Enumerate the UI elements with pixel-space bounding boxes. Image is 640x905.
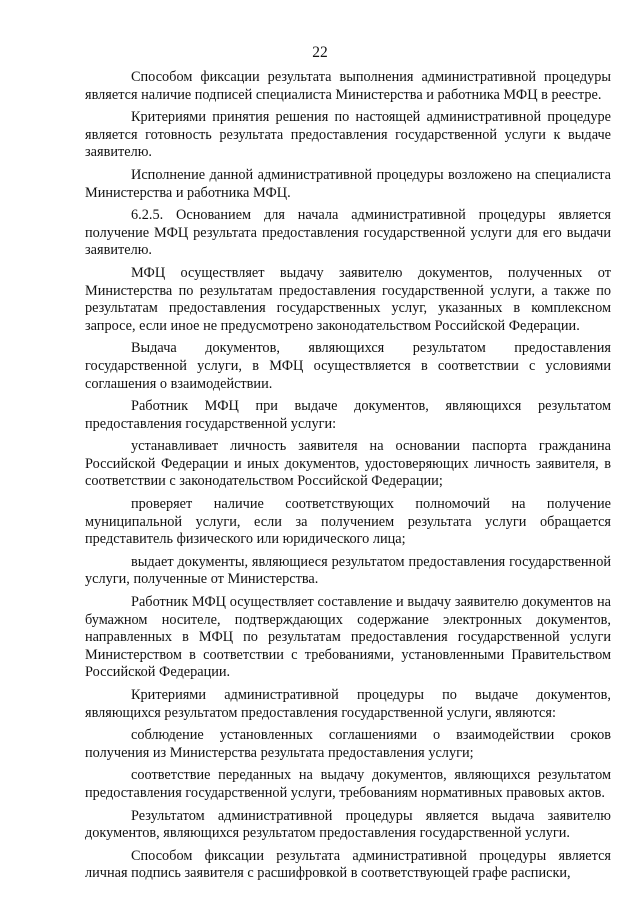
paragraph: соблюдение установленных соглашениями о взаимодействии сроков получения из Министерства результата предоставления услуги; (85, 727, 611, 761)
paragraph: выдает документы, являющиеся результатом предоставления государственной услуги, полученные от Министерства. (85, 553, 611, 588)
page-number: 22 (312, 44, 328, 61)
paragraph: проверяет наличие соответствующих полномочий на получение муниципальной услуги, если за получением результата услуги обращается представитель физического или юридического лица; (85, 496, 611, 548)
paragraph: МФЦ осуществляет выдачу заявителю документов, полученных от Министерства по результатам предоставления государственной услуги, а также по результатам предоставления государственных услуг, указанных в комплексном запросе, если иное не предусмотрено законодательством Российской Федерации. (85, 264, 611, 334)
paragraph: Критериями принятия решения по настоящей административной процедуре является готовность результата предоставления государственной услуги к выдаче заявителю. (85, 109, 611, 161)
paragraph: устанавливает личность заявителя на основании паспорта гражданина Российской Федерации и иных документов, удостоверяющих личность заявителя, в соответствии с законодательством Российской Федерации; (85, 438, 611, 490)
paragraph: Способом фиксации результата административной процедуры является личная подпись заявителя с расшифровкой в соответствующей графе расписки, (85, 847, 611, 882)
paragraph: Выдача документов, являющихся результатом предоставления государственной услуги, в МФЦ осуществляется в соответствии с условиями соглашения о взаимодействии. (85, 340, 611, 392)
paragraph: соответствие переданных на выдачу документов, являющихся результатом предоставления государственной услуги, требованиям нормативных правовых актов. (85, 767, 611, 801)
paragraph: Работник МФЦ при выдаче документов, являющихся результатом предоставления государственной услуги: (85, 398, 611, 432)
paragraph: Критериями административной процедуры по выдаче документов, являющихся результатом предоставления государственной услуги, являются: (85, 687, 611, 721)
document-body (85, 69, 611, 888)
paragraph: 6.2.5. Основанием для начала административной процедуры является получение МФЦ результата предоставления государственной услуги для его выдачи заявителю. (85, 207, 611, 259)
paragraph: Способом фиксации результата выполнения административной процедуры является наличие подписей специалиста Министерства и работника МФЦ в реестре. (85, 69, 611, 103)
paragraph: Исполнение данной административной процедуры возложено на специалиста Министерства и работника МФЦ. (85, 166, 611, 201)
paragraph: Работник МФЦ осуществляет составление и выдачу заявителю документов на бумажном носителе, подтверждающих содержание электронных документов, направленных в МФЦ по результатам предоставления государственной услуги Министерством в соответствии с требованиями, установленными Правительством Российской Федерации. (85, 594, 611, 681)
paragraph: Результатом административной процедуры является выдача заявителю документов, являющихся результатом предоставления государственной услуги. (85, 807, 611, 842)
